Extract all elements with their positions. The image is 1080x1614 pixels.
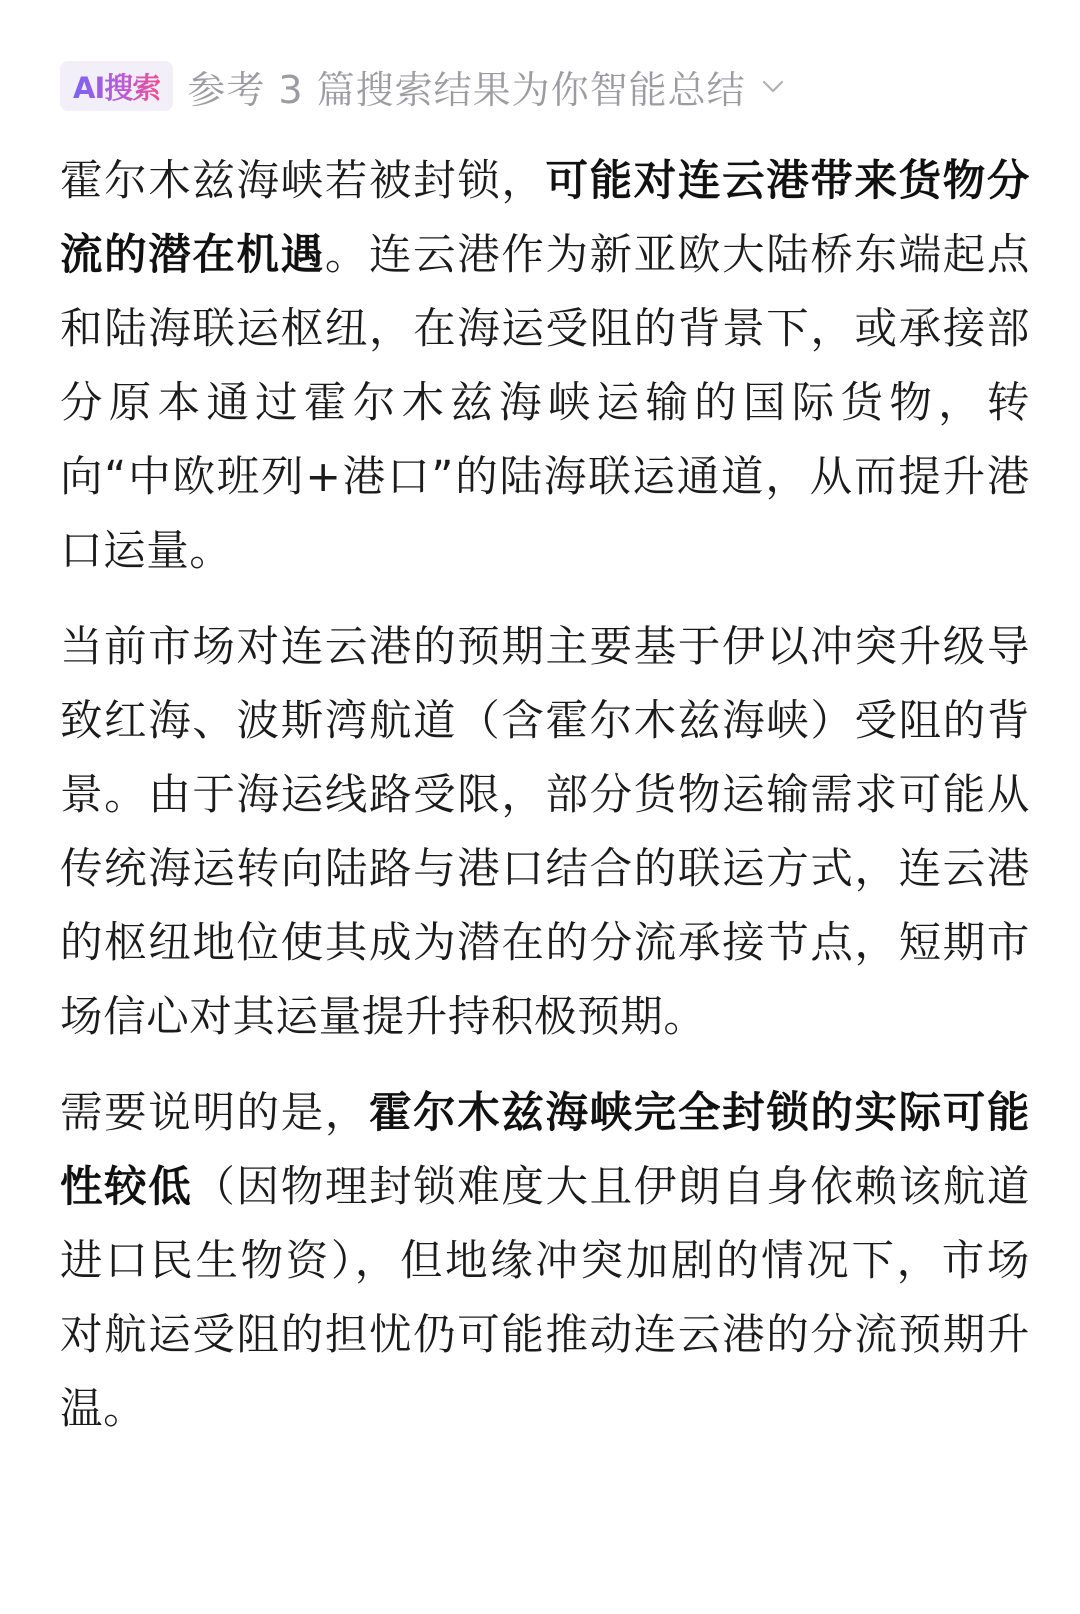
paragraph-emphasis: 霍尔木兹海峡完全封锁的实际可能性较低 [60,1089,1030,1212]
search-summary-label: 参考 3 篇搜索结果为你智能总结 [187,67,746,112]
paragraph-emphasis: 可能对连云港带来货物分流的潜在机遇 [60,157,1030,280]
answer-paragraph-1 [60,145,1030,589]
ai-search-header[interactable] [60,60,786,112]
answer-paragraph-2 [60,611,1030,1055]
paragraph-text: 需要说明的是， [60,1089,369,1138]
answer-content [60,145,1030,1469]
paragraph-text: 霍尔木兹海峡若被封锁， [60,157,546,206]
ai-search-badge: AI搜索 [60,61,173,111]
paragraph-text: （因物理封锁难度大且伊朗自身依赖该航道进口民生物资），但地缘冲突加剧的情况下，市场对航运受阻的担忧仍可能推动连云港的分流预期升温。 [60,1163,1030,1434]
chevron-down-icon[interactable] [760,73,786,99]
paragraph-text: 当前市场对连云港的预期主要基于伊以冲突升级导致红海、波斯湾航道（含霍尔木兹海峡）受阻的背景。由于海运线路受限，部分货物运输需求可能从传统海运转向陆路与港口结合的联运方式，连云港的枢纽地位使其成为潜在的分流承接节点，短期市场信心对其运量提升持积极预期。 [60,623,1030,1042]
answer-paragraph-3 [60,1077,1030,1447]
paragraph-text: 。连云港作为新亚欧大陆桥东端起点和陆海联运枢纽，在海运受阻的背景下，或承接部分原本通过霍尔木兹海峡运输的国际货物，转向“中欧班列+港口”的陆海联运通道，从而提升港口运量。 [60,231,1030,576]
